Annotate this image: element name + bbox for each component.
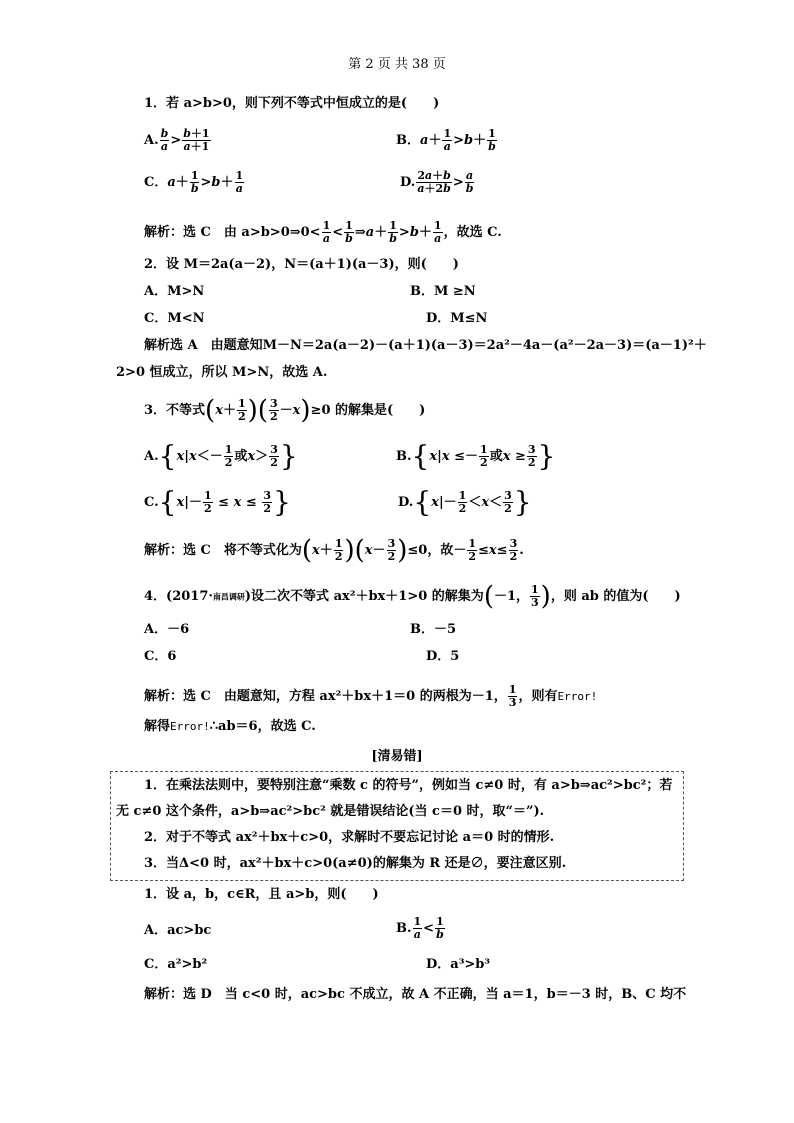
- note-line-1: 1．在乘法法则中，要特别注意“乘数 c 的符号”，例如当 c≠0 时，有 a>b⇒ac²>bc²；若: [144, 778, 673, 793]
- note-line-3: 2．对于不等式 ax²＋bx＋c>0，求解时不要忘记讨论 a＝0 时的情形.: [144, 830, 555, 845]
- q1-option-d: D. $\frac{2a+b}{a+2b}$ > $\frac{a}{b}$: [400, 169, 474, 195]
- q5-option-d: D．a³>b³: [426, 957, 491, 972]
- note-line-4: 3．当Δ<0 时，ax²＋bx＋c>0(a≠0)的解集为 R 还是∅，要注意区别.: [144, 856, 567, 871]
- q1-option-c: C．a＋ $\frac{1}{b}$ >b＋ $\frac{1}{a}$: [144, 169, 244, 195]
- q3-answer: 解析：选 C 将不等式化为(x＋ $\frac{1}{2}$ )(x－ $\frac{3}{2}$ )≤0，故－ $\frac{1}{2}$ ≤x≤ $\frac{3}{2}$ .: [144, 535, 524, 566]
- q2-answer-line1: 解析选 A 由题意知M－N＝2a(a－2)－(a＋1)(a－3)＝2a²－4a－(a²－2a－3)＝(a－1)²＋: [144, 338, 707, 353]
- q1-option-a: A. $\frac{b}{a}$ > $\frac{b+1}{a+1}$: [144, 127, 210, 153]
- q3-option-b: B.{x|x ≤－ $\frac{1}{2}$ 或x ≥ $\frac{3}{2}$ }: [396, 439, 556, 473]
- q4-option-b: B．－5: [410, 622, 457, 637]
- q2-answer-line2: 2>0 恒成立，所以 M>N，故选 A.: [116, 365, 328, 380]
- q2-option-b: B．M ≥N: [410, 284, 476, 299]
- q4-answer-line1: 解析：选 C 由题意知，方程 ax²＋bx＋1＝0 的两根为－1， $\frac{1}{3}$ ，则有Error!: [144, 683, 598, 709]
- q2-option-d: D．M≤N: [426, 311, 488, 326]
- q3-stem: 3．不等式(x＋ $\frac{1}{2}$ )( $\frac{3}{2}$ －x)≥0 的解集是( ): [144, 395, 426, 426]
- q3-option-a: A.{x|x＜－ $\frac{1}{2}$ 或x＞ $\frac{3}{2}$ }: [144, 439, 298, 473]
- q5-answer: 解析：选 D 当 c<0 时，ac>bc 不成立，故 A 不正确，当 a＝1，b＝－3 时，B、C 均不: [144, 987, 687, 1002]
- q1-option-b: B．a＋ $\frac{1}{a}$ >b＋ $\frac{1}{b}$: [396, 127, 496, 153]
- q4-option-c: C．6: [144, 649, 177, 664]
- q4-option-d: D．5: [426, 649, 460, 664]
- q2-option-a: A．M>N: [144, 284, 205, 299]
- q2-stem: 2．设 M＝2a(a－2)，N＝(a＋1)(a－3)，则( ): [144, 257, 459, 272]
- section-title: [清易错]: [371, 749, 423, 764]
- q4-option-a: A．－6: [144, 622, 190, 637]
- q1-stem: 1．若 a>b>0，则下列不等式中恒成立的是( ): [144, 96, 440, 111]
- q3-option-c: C.{x|－ $\frac{1}{2}$ ≤ x ≤ $\frac{3}{2}$ }: [144, 485, 291, 519]
- q2-option-c: C．M<N: [144, 311, 205, 326]
- q5-option-a: A．ac>bc: [144, 923, 212, 938]
- page-info: 第 2 页 共 38 页: [348, 57, 446, 72]
- q3-option-d: D.{x|－ $\frac{1}{2}$ ＜x＜ $\frac{3}{2}$ }: [398, 485, 532, 519]
- note-line-2: 无 c≠0 这个条件，a>b⇒ac²>bc² 就是错误结论(当 c＝0 时，取“＝”).: [116, 804, 545, 819]
- q5-stem: 1．设 a，b，c∈R，且 a>b，则( ): [144, 887, 379, 902]
- q5-option-b: B. $\frac{1}{a}$ < $\frac{1}{b}$: [396, 915, 444, 941]
- q4-source: 南昌调研: [212, 591, 245, 602]
- q5-option-c: C．a²>b²: [144, 957, 208, 972]
- q4-answer-line2: 解得Error!∴ab＝6，故选 C.: [144, 719, 316, 734]
- q4-stem: 4．(2017·南昌调研)设二次不等式 ax²＋bx＋1>0 的解集为(－1， $\frac{1}{3}$ )，则 ab 的值为( ): [144, 581, 681, 612]
- q1-answer: 解析：选 C 由 a>b>0⇒0< $\frac{1}{a}$ < $\frac{1}{b}$ ⇒a＋ $\frac{1}{b}$ >b＋ $\frac{1}{a}$ ，故选 C.: [144, 219, 502, 245]
- page-header: [0, 56, 794, 74]
